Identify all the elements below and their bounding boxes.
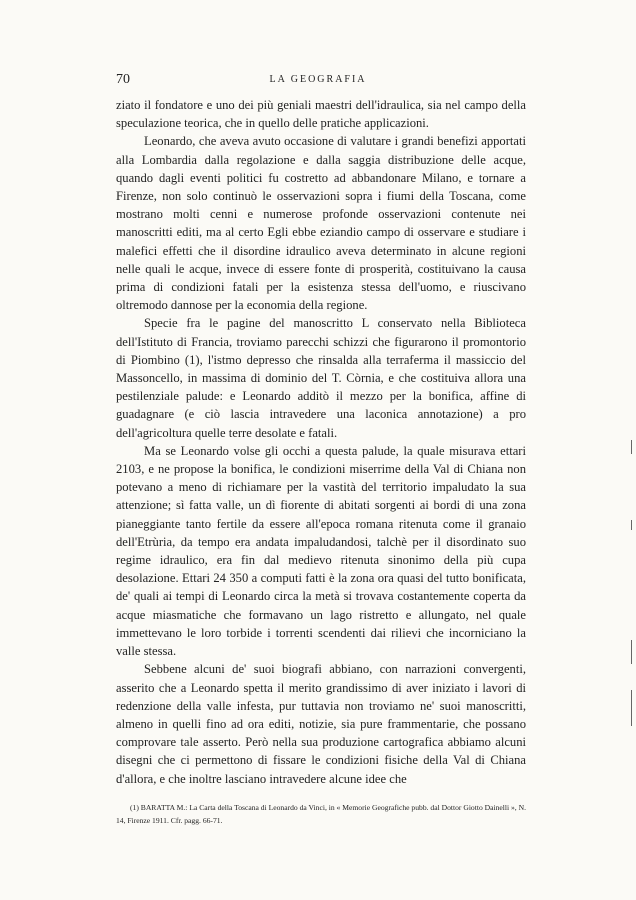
running-title: LA GEOGRAFIA <box>269 74 367 85</box>
footnote <box>116 802 526 827</box>
body-text <box>116 96 526 788</box>
scan-margin-mark <box>631 440 632 454</box>
scan-margin-mark <box>631 520 632 530</box>
scan-margin-mark <box>631 640 632 664</box>
footnote-text: (1) BARATTA M.: La Carta della Toscana di Leonardo da Vinci, in « Memorie Geografiche pubb. dal Dottor Giotto Dainelli », N. 14, Firenze 1911. Cfr. pagg. 66-71. <box>116 803 526 825</box>
paragraph: Leonardo, che aveva avuto occasione di valutare i grandi benefizi apportati alla Lombardia dalla regolazione e dalla saggia distribuzione delle acque, quando dagli eventi politici fu costretto ad abbandonare Milano, e tornare a Firenze, non solo continuò le osservazioni sopra i fiumi della Toscana, come mostrano molti cenni e numerose profonde osservazioni contenute nei manoscritti editi, ma al certo Egli ebbe eziandio campo di osservare e studiare i malefici effetti che il disordine idraulico aveva determinato in alcune regioni nelle quali le acque, invece di essere fonte di prosperità, costituivano la causa prima di condizioni fatali per la esistenza stessa dell'uomo, e riuscivano oltremodo dannose per la economia della regione. <box>116 134 526 313</box>
paragraph: Ma se Leonardo volse gli occhi a questa palude, la quale misurava ettari 2103, e ne propose la bonifica, le condizioni miserrime della Val di Chiana non potevano a meno di richiamare per la vastità del territorio impaludato la sua attenzione; sì fatta valle, un dì fiorente di abitati sorgenti ai bordi di una zona pianeggiante tanto fertile da essere all'epoca romana ritenuta come il granaio dell'Etrùria, da tempo era andata impaludandosi, talchè per il disordinato suo regime idraulico, era fin dal medievo ritenuta sinonimo della più cupa desolazione. Ettari 24 350 a computi fatti è la zona ora quasi del tutto bonificata, de' quali ai tempi di Leonardo circa la metà si trovava costantemente coperta da acque miasmatiche che formavano un lago ristretto e allungato, nel quale immettevano le loro torbide i torrenti scendenti dai rilievi che incorniciano la valle stessa. <box>116 443 526 659</box>
paragraph: Sebbene alcuni de' suoi biografi abbiano, con narrazioni convergenti, asserito che a Leonardo spetta il merito grandissimo di aver iniziato i lavori di redenzione della valle infesta, pur tuttavia non troviamo ne' suoi manoscritti, almeno in quelli fino ad ora editi, notizie, sia pure frammentarie, che possano comprovare tale asserto. Però nella sua produzione cartografica abbiamo alcuni disegni che ci permettono di fissare le condizioni fisiche della Val di Chiana d'allora, e che inoltre lasciano intravedere alcune idee che <box>116 662 526 786</box>
page-number: 70 <box>116 72 130 87</box>
scan-margin-mark <box>631 690 632 726</box>
paragraph: ziato il fondatore e uno dei più geniali maestri dell'idraulica, sia nel campo della speculazione teorica, che in quello delle pratiche applicazioni. <box>116 98 526 131</box>
paragraph: Specie fra le pagine del manoscritto L conservato nella Biblioteca dell'Istituto di Francia, troviamo parecchi schizzi che figurarono il promontorio di Piombino (1), l'istmo depresso che rinsalda alla terraferma il massiccio del Massoncello, in massima di dominio del T. Còrnia, e che costituiva allora una pestilenziale palude: e Leonardo additò il mezzo per la bonifica, affine di guadagnare (e ciò lascia intravedere una laconica annotazione) a pro dell'agricoltura quelle terre desolate e fatali. <box>116 316 526 440</box>
